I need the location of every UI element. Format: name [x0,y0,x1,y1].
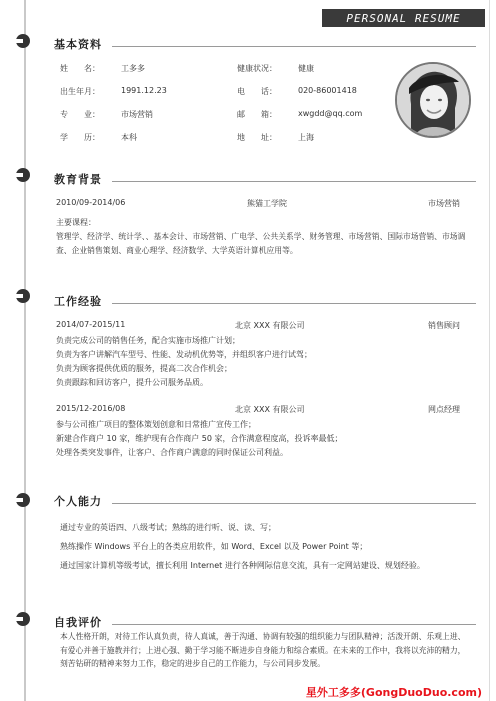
profile-photo [395,62,471,138]
birth-value: 1991.12.23 [121,86,167,95]
section-divider [112,503,476,504]
courses-text: 管理学、经济学、统计学、、基本会计、市场营销、广电学、公共关系学、财务管理、市场营销、国际市场营销、市场调查、企业销售策划、商业心理学、经济数学、大学英语计算机应用等。 [56,232,466,255]
job-duty: 负责完成公司的销售任务，配合实施市场推广计划； [56,336,240,345]
job-title: 销售顾问 [428,321,460,330]
email-value: xwgdd@qq.com [298,109,363,118]
address-value: 上海 [298,133,314,142]
phone-label: 电 话： [237,87,277,96]
section-divider [112,303,476,304]
major-label: 专 业： [60,110,100,119]
major-value: 市场营销 [121,110,153,119]
section-title-self: 自我评价 [54,616,102,629]
job-duty: 处理各类突发事件，让客户、合作商户满意的同时保证公司利益。 [56,448,288,457]
section-dot-icon [16,34,30,48]
skill-item: 通过专业的英语四、八级考试；熟练的进行听、说、读、写； [60,523,276,532]
job-duty: 新建合作商户 10 家，维护现有合作商户 50 家，合作满意程度高，投诉率最低； [56,434,343,443]
section-divider [112,46,476,47]
courses-label: 主要课程： [56,218,96,227]
right-border [489,0,490,701]
section-title-education: 教育背景 [54,173,102,186]
name-value: 工多多 [121,64,145,73]
section-dot-icon [16,289,30,303]
section-divider [112,181,476,182]
self-evaluation-text: 本人性格开朗，对待工作认真负责，待人真诚，善于沟通、协调有较强的组织能力与团队精神；活泼开朗、乐观上进、有爱心并善于施教并行；上进心强、勤于学习能不断进步自身能力和综合素质。在未来的工作中，我将以充沛的精力，刻苦钻研的精神来努力工作，稳定的进步自己的工作能力，与公司同步发展。 [60,632,466,668]
section-title-skills: 个人能力 [54,495,102,508]
job-company: 北京 XXX 有限公司 [235,405,305,414]
resume-banner: PERSONAL RESUME [322,9,485,27]
job-duty: 负责为顾客提供优质的服务，提高二次合作机会； [56,364,232,373]
health-value: 健康 [298,64,314,73]
job-period: 2014/07-2015/11 [56,320,126,329]
birth-label: 出生年月： [60,87,100,96]
section-divider [112,624,476,625]
skill-item: 熟练操作 Windows 平台上的各类应用软件，如 Word、Excel 以及 Power Point 等； [60,542,368,551]
job-duty: 负责跟踪和回访客户，提升公司服务品质。 [56,378,208,387]
phone-value: 020-86001418 [298,86,357,95]
edu-major: 市场营销 [428,199,460,208]
address-label: 地 址： [237,133,277,142]
edu-period: 2010/09-2014/06 [56,198,126,207]
section-dot-icon [16,493,30,507]
email-label: 邮 箱： [237,110,277,119]
section-title-work: 工作经验 [54,295,102,308]
job-duty: 参与公司推广项目的整体策划创意和日常推广宣传工作； [56,420,256,429]
left-border [24,0,26,701]
section-title-basic: 基本资料 [54,38,102,51]
job-duty: 负责为客户讲解汽车型号、性能、发动机优势等，并组织客户进行试驾； [56,350,312,359]
health-label: 健康状况： [237,64,277,73]
watermark: 星外工多多(GongDuoDuo.com) [305,686,482,699]
edu-school: 熊猫工学院 [247,199,287,208]
job-title: 网点经理 [428,405,460,414]
degree-label: 学 历： [60,133,100,142]
job-company: 北京 XXX 有限公司 [235,321,305,330]
section-dot-icon [16,168,30,182]
skill-item: 通过国家计算机等级考试，擅长利用 Internet 进行各种网际信息交流，具有一定网站建设、规划经验。 [60,561,425,570]
job-period: 2015/12-2016/08 [56,404,126,413]
name-label: 姓 名： [60,64,100,73]
degree-value: 本科 [121,133,137,142]
section-dot-icon [16,612,30,626]
